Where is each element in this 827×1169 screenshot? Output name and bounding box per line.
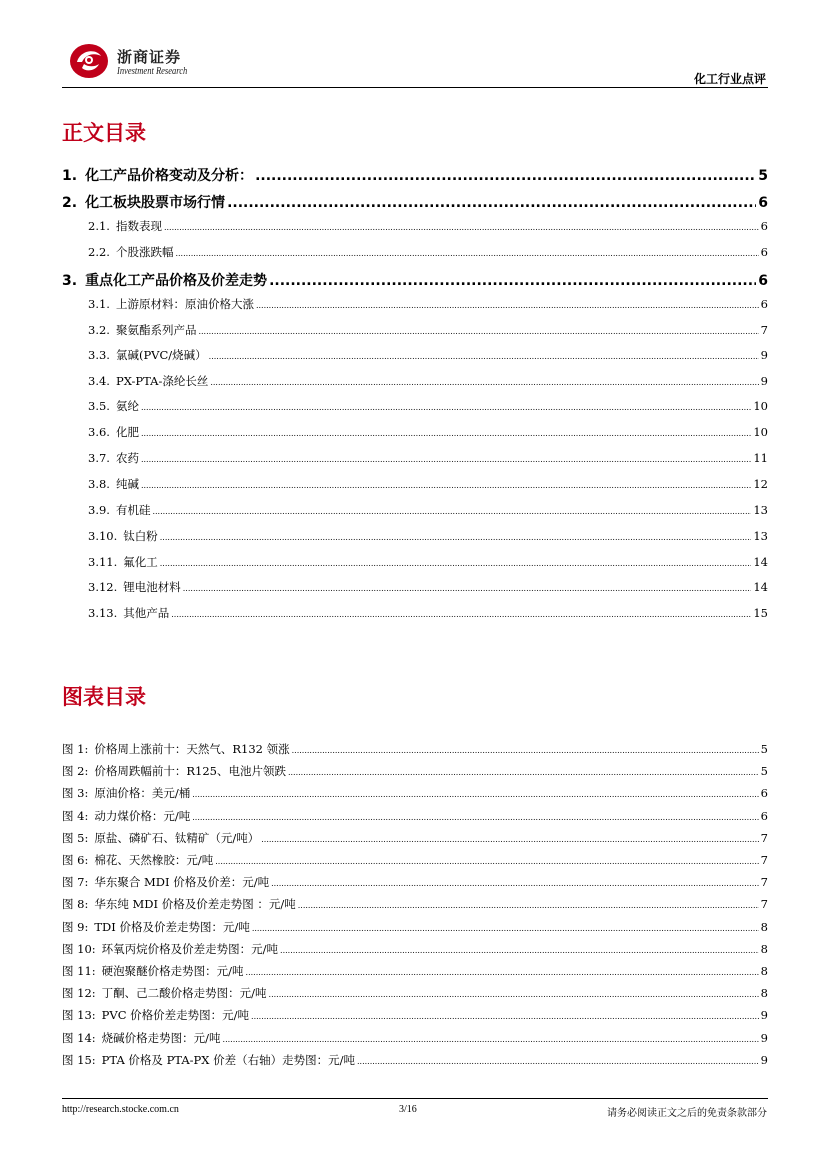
toc-page-number: 9: [760, 374, 768, 388]
page-header: [62, 38, 766, 88]
logo-english-name: Investment Research: [117, 66, 188, 77]
figure-number: 图 11:: [62, 964, 96, 978]
figure-caption: 价格周上涨前十：天然气、R132 领涨: [94, 742, 290, 756]
toc-page-number: 6: [758, 273, 768, 289]
toc-entry-heading: [62, 270, 267, 290]
toc-entry-heading: [62, 192, 225, 212]
zheshang-logo-icon: [68, 40, 110, 80]
figure-entry[interactable]: [62, 830, 768, 846]
toc-leader-dots: [164, 223, 759, 232]
figure-caption: PTA 价格及 PTA-PX 价差（右轴）走势图：元/吨: [101, 1052, 355, 1067]
figure-caption: 原油价格：美元/桶: [94, 786, 191, 801]
toc-leader-dots: [269, 273, 756, 289]
figure-leader-dots: [298, 901, 759, 910]
figure-number: 图 3:: [62, 786, 89, 801]
toc-subsection-entry[interactable]: [88, 579, 768, 595]
toc-entry-heading: [88, 476, 139, 492]
toc-page-number: 6: [758, 195, 768, 211]
figure-number: 图 15:: [62, 1052, 96, 1067]
figure-entry-heading: [62, 785, 190, 801]
figure-leader-dots: [215, 857, 758, 866]
figure-leader-dots: [246, 968, 759, 977]
toc-entry-number: 3.10.: [88, 529, 118, 543]
figure-entry[interactable]: [62, 941, 768, 957]
figure-leader-dots: [269, 990, 759, 999]
figure-caption: 硬泡聚醚价格走势图：元/吨: [101, 964, 244, 978]
figure-page-number: 9: [760, 1052, 768, 1067]
toc-entry-heading: [88, 244, 173, 260]
toc-entry-number: 2.1.: [88, 219, 110, 233]
toc-leader-dots: [141, 481, 751, 490]
figure-entry-heading: [62, 741, 290, 757]
toc-entry-number: 3.11.: [88, 555, 118, 569]
figure-number: 图 5:: [62, 830, 89, 845]
figure-entry-heading: [62, 1007, 249, 1023]
figure-entry[interactable]: [62, 1007, 768, 1023]
toc-entry-text: 其他产品: [123, 606, 170, 620]
figure-page-number: 8: [760, 919, 768, 934]
figure-leader-dots: [288, 768, 759, 777]
toc-subsection-entry[interactable]: [88, 244, 768, 260]
figure-caption: 价格周跌幅前十：R125、电池片领跌: [94, 764, 286, 779]
figure-number: 图 12:: [62, 986, 96, 1001]
toc-subsection-entry[interactable]: [88, 605, 768, 621]
toc-page-number: 15: [753, 606, 768, 620]
figure-entry[interactable]: [62, 1030, 768, 1046]
toc-subsection-entry[interactable]: [88, 218, 768, 234]
toc-subsection-entry[interactable]: [88, 322, 768, 338]
toc-leader-dots: [160, 559, 752, 568]
figure-entry-heading: [62, 963, 244, 979]
toc-leader-dots: [152, 507, 751, 516]
toc-entry-heading: [88, 579, 181, 595]
toc-leader-dots: [141, 455, 751, 464]
toc-leader-dots: [175, 249, 758, 258]
toc-entry-number: 3.1.: [88, 297, 110, 311]
figure-number: 图 13:: [62, 1008, 96, 1023]
toc-leader-dots: [160, 533, 752, 542]
toc-entry-text: PX-PTA-涤纶长丝: [115, 374, 209, 388]
figure-leader-dots: [271, 879, 759, 888]
figure-leader-dots: [192, 790, 758, 799]
figures-title: 图表目录: [62, 685, 146, 709]
toc-entry-number: 3.7.: [88, 451, 110, 465]
toc-page-number: 11: [753, 451, 768, 465]
figure-caption: PVC 价格价差走势图：元/吨: [101, 1008, 250, 1023]
figure-page-number: 8: [760, 964, 768, 978]
toc-section-entry[interactable]: [62, 192, 768, 212]
toc-entry-text: 聚氨酯系列产品: [115, 323, 197, 337]
toc-subsection-entry[interactable]: [88, 528, 768, 544]
toc-entry-heading: [88, 398, 139, 414]
figure-page-number: 7: [760, 853, 768, 867]
toc-entry-number: 3.8.: [88, 477, 110, 491]
toc-page-number: 14: [753, 555, 768, 569]
figure-number: 图 7:: [62, 875, 89, 890]
toc-subsection-entry[interactable]: [88, 398, 768, 414]
figure-page-number: 7: [760, 875, 768, 890]
figure-page-number: 7: [760, 897, 768, 912]
toc-subsection-entry[interactable]: [88, 450, 768, 466]
toc-page-number: 14: [753, 580, 768, 594]
figure-leader-dots: [223, 1035, 759, 1044]
toc-subsection-entry[interactable]: [88, 373, 768, 389]
toc-entry-heading: [88, 322, 196, 338]
toc-entry-number: 3.6.: [88, 425, 110, 439]
toc-subsection-entry[interactable]: [88, 476, 768, 492]
figure-leader-dots: [357, 1057, 759, 1066]
toc-entry-number: 2.: [62, 195, 78, 211]
header-divider: [62, 87, 768, 88]
toc-leader-dots: [141, 403, 751, 412]
figure-number: 图 2:: [62, 764, 89, 779]
figure-number: 图 14:: [62, 1030, 96, 1045]
toc-entry-heading: [88, 554, 158, 570]
figure-number: 图 9:: [62, 919, 89, 934]
figure-caption: 华东聚合 MDI 价格及价差：元/吨: [94, 875, 270, 890]
toc-page-number: 9: [760, 348, 768, 362]
toc-entry-heading: [88, 373, 208, 389]
figure-entry-heading: [62, 763, 286, 779]
figure-entry[interactable]: [62, 741, 768, 757]
toc-page-number: 7: [760, 323, 768, 337]
figure-leader-dots: [251, 1012, 759, 1021]
figure-entry-heading: [62, 919, 250, 935]
figure-page-number: 5: [760, 764, 768, 779]
toc-entry-heading: [88, 424, 139, 440]
toc-entry-text: 重点化工产品价格及价差走势: [85, 273, 268, 289]
toc-entry-heading: [88, 296, 254, 312]
toc-leader-dots: [141, 429, 751, 438]
figure-leader-dots: [252, 924, 759, 933]
figure-entry-heading: [62, 874, 269, 890]
toc-entry-text: 上游原材料：原油价格大涨: [115, 297, 254, 311]
figure-entry-heading: [62, 852, 213, 868]
toc-entry-text: 个股涨跌幅: [115, 245, 174, 259]
figure-number: 图 8:: [62, 897, 89, 912]
figure-page-number: 8: [760, 986, 768, 1001]
toc-entry-text: 氯碱(PVC/烧碱）: [115, 348, 207, 362]
figure-entry[interactable]: [62, 852, 768, 868]
toc-entry-number: 3.13.: [88, 606, 118, 620]
figure-entry[interactable]: [62, 785, 768, 801]
figure-entry-heading: [62, 1030, 221, 1046]
footer-disclaimer: 请务必阅读正文之后的免责条款部分: [607, 1108, 767, 1119]
toc-subsection-entry[interactable]: [88, 347, 768, 363]
toc-leader-dots: [256, 301, 759, 310]
toc-leader-dots: [183, 584, 752, 593]
footer-divider: [62, 1098, 768, 1099]
toc-entry-number: 3.4.: [88, 374, 110, 388]
toc-entry-heading: [88, 502, 150, 518]
toc-entry-number: 3.5.: [88, 399, 110, 413]
footer-url[interactable]: http://research.stocke.com.cn: [62, 1104, 179, 1115]
toc-page-number: 10: [753, 425, 768, 439]
figure-leader-dots: [280, 946, 759, 955]
toc-page-number: 12: [753, 477, 768, 491]
figure-entry[interactable]: [62, 963, 768, 979]
toc-entry-text: 锂电池材料: [123, 580, 181, 594]
toc-entry-text: 化工产品价格变动及分析：: [85, 168, 254, 184]
figure-caption: TDI 价格及价差走势图：元/吨: [94, 919, 250, 934]
toc-entry-number: 3.3.: [88, 348, 110, 362]
figure-page-number: 8: [760, 941, 768, 956]
toc-entry-heading: [62, 165, 253, 185]
figure-entry-heading: [62, 985, 267, 1001]
figure-entry-heading: [62, 941, 278, 957]
toc-entry-heading: [88, 528, 158, 544]
figure-leader-dots: [292, 746, 759, 755]
toc-entry-text: 指数表现: [115, 219, 162, 233]
toc-entry-heading: [88, 218, 162, 234]
figure-entry-heading: [62, 808, 190, 824]
toc-page-number: 10: [753, 399, 768, 413]
figure-entry[interactable]: [62, 874, 768, 890]
toc-entry-text: 氟化工: [123, 555, 158, 569]
figure-number: 图 1:: [62, 742, 89, 756]
toc-title: 正文目录: [62, 121, 146, 145]
toc-subsection-entry[interactable]: [88, 424, 768, 440]
figure-caption: 动力煤价格：元/吨: [94, 808, 191, 823]
toc-entry-number: 3.9.: [88, 503, 110, 517]
figure-page-number: 9: [760, 1008, 768, 1023]
figure-page-number: 7: [760, 830, 768, 845]
figure-number: 图 10:: [62, 941, 96, 956]
figure-number: 图 4:: [62, 808, 89, 823]
figure-caption: 环氧丙烷价格及价差走势图：元/吨: [101, 941, 279, 956]
toc-page-number: 6: [760, 219, 768, 233]
figure-page-number: 9: [760, 1030, 768, 1045]
toc-entry-text: 农药: [115, 451, 139, 465]
toc-entry-heading: [88, 450, 139, 466]
toc-page-number: 6: [760, 297, 768, 311]
toc-leader-dots: [198, 327, 758, 336]
toc-entry-text: 化肥: [115, 425, 139, 439]
figure-caption: 原盐、磷矿石、钛精矿（元/吨）: [94, 830, 260, 845]
toc-entry-number: 3.2.: [88, 323, 110, 337]
toc-entry-number: 3.: [62, 273, 78, 289]
figure-entry[interactable]: [62, 1052, 768, 1068]
figure-caption: 棉花、天然橡胶：元/吨: [94, 853, 214, 867]
figure-caption: 华东纯 MDI 价格及价差走势图 ：元/吨: [94, 897, 296, 912]
toc-entry-text: 氨纶: [115, 399, 139, 413]
figure-caption: 丁酮、己二酸价格走势图：元/吨: [101, 986, 267, 1001]
figure-caption: 烧碱价格走势图：元/吨: [101, 1030, 221, 1045]
toc-entry-text: 纯碱: [115, 477, 139, 491]
figure-page-number: 6: [760, 808, 768, 823]
figure-entry[interactable]: [62, 985, 768, 1001]
toc-leader-dots: [171, 610, 751, 619]
toc-entry-text: 化工板块股票市场行情: [85, 195, 226, 211]
toc-leader-dots: [255, 168, 756, 184]
figure-entry[interactable]: [62, 808, 768, 824]
figure-number: 图 6:: [62, 853, 89, 867]
toc-leader-dots: [210, 378, 758, 387]
page-number: 3/16: [399, 1104, 417, 1115]
toc-entry-number: 2.2.: [88, 245, 110, 259]
toc-section-entry[interactable]: [62, 270, 768, 290]
figure-page-number: 6: [760, 786, 768, 801]
toc-page-number: 13: [753, 529, 768, 543]
figure-entry[interactable]: [62, 896, 768, 912]
toc-entry-heading: [88, 347, 207, 363]
toc-entry-heading: [88, 605, 169, 621]
toc-subsection-entry[interactable]: [88, 502, 768, 518]
toc-entry-number: 1.: [62, 168, 78, 184]
toc-subsection-entry[interactable]: [88, 554, 768, 570]
toc-leader-dots: [227, 195, 756, 211]
figure-page-number: 5: [760, 742, 768, 756]
toc-page-number: 5: [758, 168, 768, 184]
toc-subsection-entry[interactable]: [88, 296, 768, 312]
toc-page-number: 13: [753, 503, 768, 517]
figure-entry-heading: [62, 1052, 355, 1068]
figure-leader-dots: [261, 835, 758, 844]
figure-entry-heading: [62, 830, 259, 846]
toc-section-entry[interactable]: [62, 165, 768, 185]
logo-chinese-name: 浙商证券: [117, 48, 182, 66]
toc-leader-dots: [209, 352, 759, 361]
toc-entry-number: 3.12.: [88, 580, 118, 594]
toc-page-number: 6: [760, 245, 768, 259]
toc-entry-text: 钛白粉: [123, 529, 158, 543]
toc-entry-text: 有机硅: [115, 503, 151, 517]
figure-entry-heading: [62, 896, 296, 912]
report-category: 化工行业点评: [693, 72, 766, 86]
figure-entry[interactable]: [62, 919, 768, 935]
figure-leader-dots: [192, 813, 758, 822]
figure-entry[interactable]: [62, 763, 768, 779]
